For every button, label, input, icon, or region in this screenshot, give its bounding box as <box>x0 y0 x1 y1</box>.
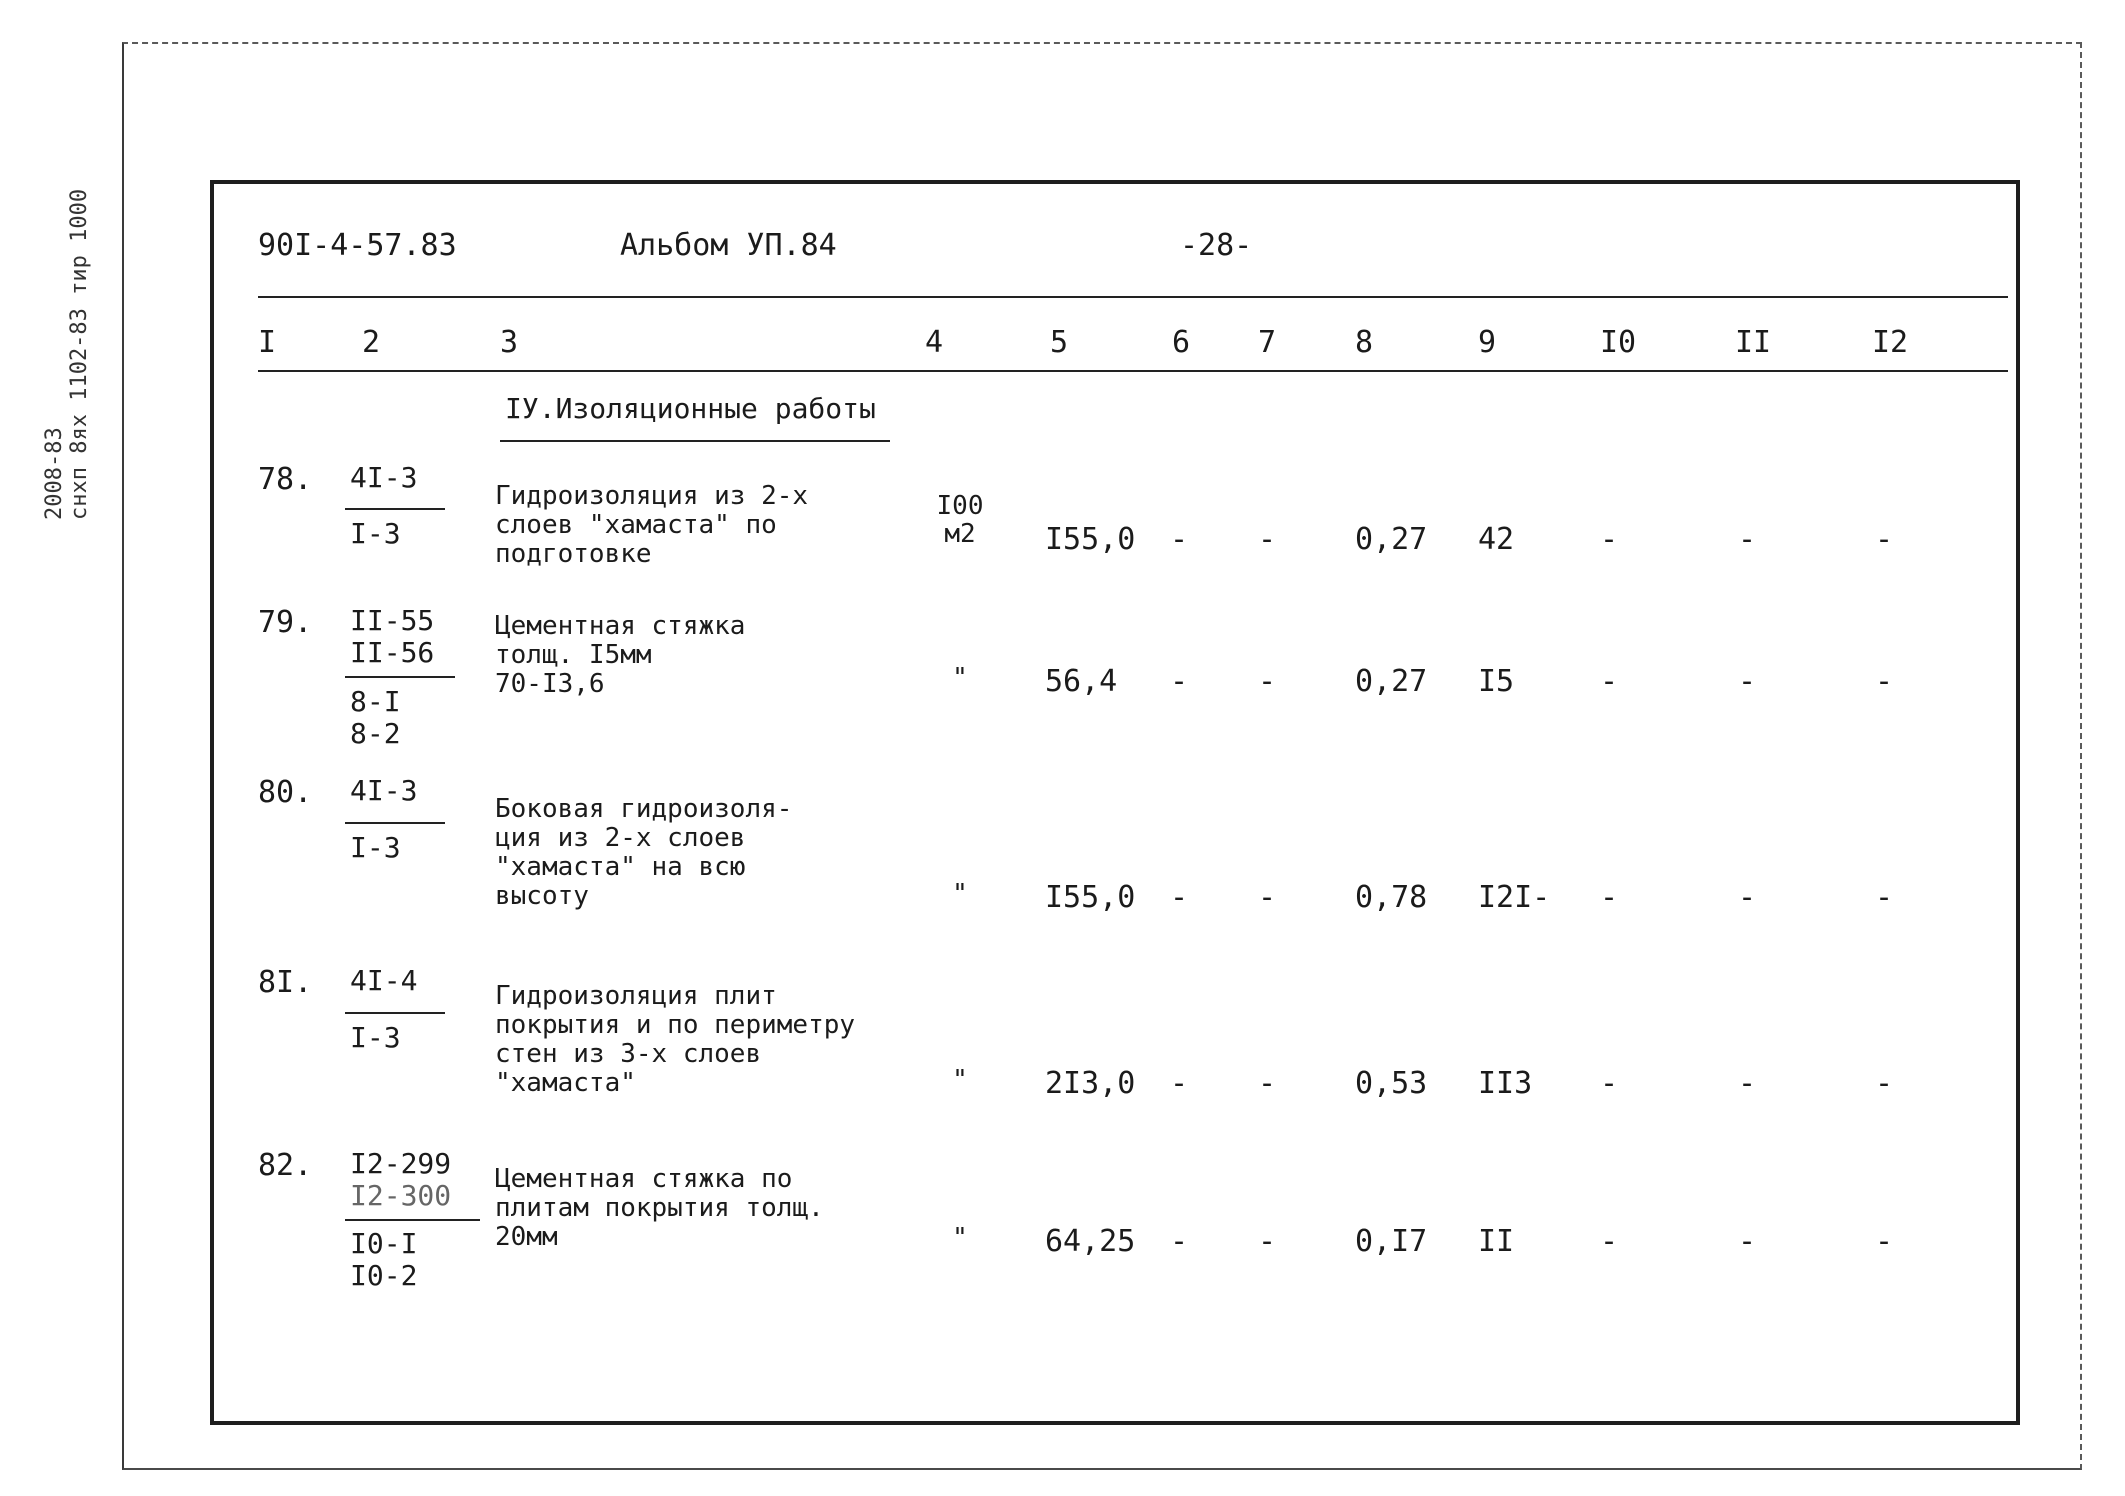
cell-c5: I55,0 <box>1045 522 1136 557</box>
cell-c12: - <box>1875 1224 1894 1259</box>
code-numerator: I2-299 I2-300 <box>350 1147 452 1212</box>
cell-c7: - <box>1258 880 1277 915</box>
margin-stamp <box>42 60 92 520</box>
cell-c9: I2I- <box>1478 880 1551 915</box>
cell-c7: - <box>1258 522 1277 557</box>
cell-c5: 64,25 <box>1045 1224 1136 1259</box>
cell-c11: - <box>1738 522 1757 557</box>
cell-c6: - <box>1170 1224 1189 1259</box>
cell-c5: I55,0 <box>1045 880 1136 915</box>
code-denominator: I-3 <box>350 831 401 864</box>
fraction-line <box>345 676 455 678</box>
cell-c9: II <box>1478 1224 1515 1259</box>
col-11: II <box>1735 325 1772 360</box>
cell-c9: II3 <box>1478 1066 1533 1101</box>
cell-c8: 0,78 <box>1355 880 1428 915</box>
code-numerator: 4I-4 <box>350 964 418 997</box>
cell-c5: 56,4 <box>1045 664 1118 699</box>
cell-c8: 0,27 <box>1355 522 1428 557</box>
col-8: 8 <box>1355 325 1374 360</box>
code-denominator: I-3 <box>350 1021 401 1054</box>
column-header-rule <box>258 370 2008 372</box>
row-number: 79. <box>258 605 313 640</box>
work-description: Гидроизоляция из 2-х слоев "хамаста" по подготовке <box>495 481 809 569</box>
cell-c6: - <box>1170 880 1189 915</box>
fraction-line <box>345 508 445 510</box>
cell-c9: I5 <box>1478 664 1515 699</box>
col-2: 2 <box>362 325 381 360</box>
fraction-line <box>345 1219 480 1221</box>
margin-note: снхп 8ях 1102-83 тир 1000 <box>67 188 92 520</box>
unit: " <box>952 1065 968 1095</box>
code-numerator: II-55 II-56 <box>350 604 435 669</box>
row-number: 82. <box>258 1148 313 1183</box>
cell-c6: - <box>1170 522 1189 557</box>
cell-c12: - <box>1875 880 1894 915</box>
cell-c8: 0,53 <box>1355 1066 1428 1101</box>
cell-c10: - <box>1600 522 1619 557</box>
cell-c10: - <box>1600 1224 1619 1259</box>
work-description: Цементная стяжка толщ. I5мм 70-I3,6 <box>495 611 746 699</box>
cell-c11: - <box>1738 664 1757 699</box>
fraction-line <box>345 1012 445 1014</box>
cell-c6: - <box>1170 664 1189 699</box>
header-rule <box>258 296 2008 298</box>
col-6: 6 <box>1172 325 1191 360</box>
row-number: 80. <box>258 775 313 810</box>
cell-c8: 0,I7 <box>1355 1224 1428 1259</box>
cell-c11: - <box>1738 880 1757 915</box>
album-title: Альбом УП.84 <box>620 228 837 263</box>
section-title: IУ.Изоляционные работы <box>505 392 876 425</box>
fraction-line <box>345 822 445 824</box>
page-number: -28- <box>1180 228 1253 263</box>
col-7: 7 <box>1258 325 1277 360</box>
unit: " <box>952 879 968 909</box>
margin-code: 2008-83 <box>42 427 67 520</box>
code-denominator: 8-I 8-2 <box>350 685 401 750</box>
cell-c12: - <box>1875 522 1894 557</box>
cell-c6: - <box>1170 1066 1189 1101</box>
row-number: 78. <box>258 462 313 497</box>
unit: I00 м2 <box>936 491 984 549</box>
unit: " <box>952 663 968 693</box>
cell-c5: 2I3,0 <box>1045 1066 1136 1101</box>
doc-number: 90I-4-57.83 <box>258 228 457 263</box>
col-12: I2 <box>1872 325 1909 360</box>
col-5: 5 <box>1050 325 1069 360</box>
cell-c12: - <box>1875 664 1894 699</box>
cell-c7: - <box>1258 664 1277 699</box>
cell-c10: - <box>1600 1066 1619 1101</box>
cell-c11: - <box>1738 1066 1757 1101</box>
col-3: 3 <box>500 325 519 360</box>
cell-c11: - <box>1738 1224 1757 1259</box>
cell-c9: 42 <box>1478 522 1515 557</box>
work-description: Цементная стяжка по плитам покрытия толщ. 20мм <box>495 1164 824 1252</box>
row-number: 8I. <box>258 965 313 1000</box>
col-1: I <box>258 325 277 360</box>
cell-c10: - <box>1600 880 1619 915</box>
cell-c8: 0,27 <box>1355 664 1428 699</box>
col-4: 4 <box>925 325 944 360</box>
cell-c7: - <box>1258 1066 1277 1101</box>
code-denominator: I-3 <box>350 517 401 550</box>
unit: " <box>952 1223 968 1253</box>
col-10: I0 <box>1600 325 1637 360</box>
col-9: 9 <box>1478 325 1497 360</box>
code-numerator: 4I-3 <box>350 461 418 494</box>
work-description: Гидроизоляция плит покрытия и по периметру стен из 3-х слоев "хамаста" <box>495 981 856 1098</box>
code-denominator: I0-I I0-2 <box>350 1227 418 1292</box>
work-description: Боковая гидроизоля- ция из 2-х слоев "хамаста" на всю высоту <box>495 794 793 911</box>
cell-c12: - <box>1875 1066 1894 1101</box>
cell-c10: - <box>1600 664 1619 699</box>
cell-c7: - <box>1258 1224 1277 1259</box>
code-numerator: 4I-3 <box>350 774 418 807</box>
section-title-underline <box>500 440 890 442</box>
